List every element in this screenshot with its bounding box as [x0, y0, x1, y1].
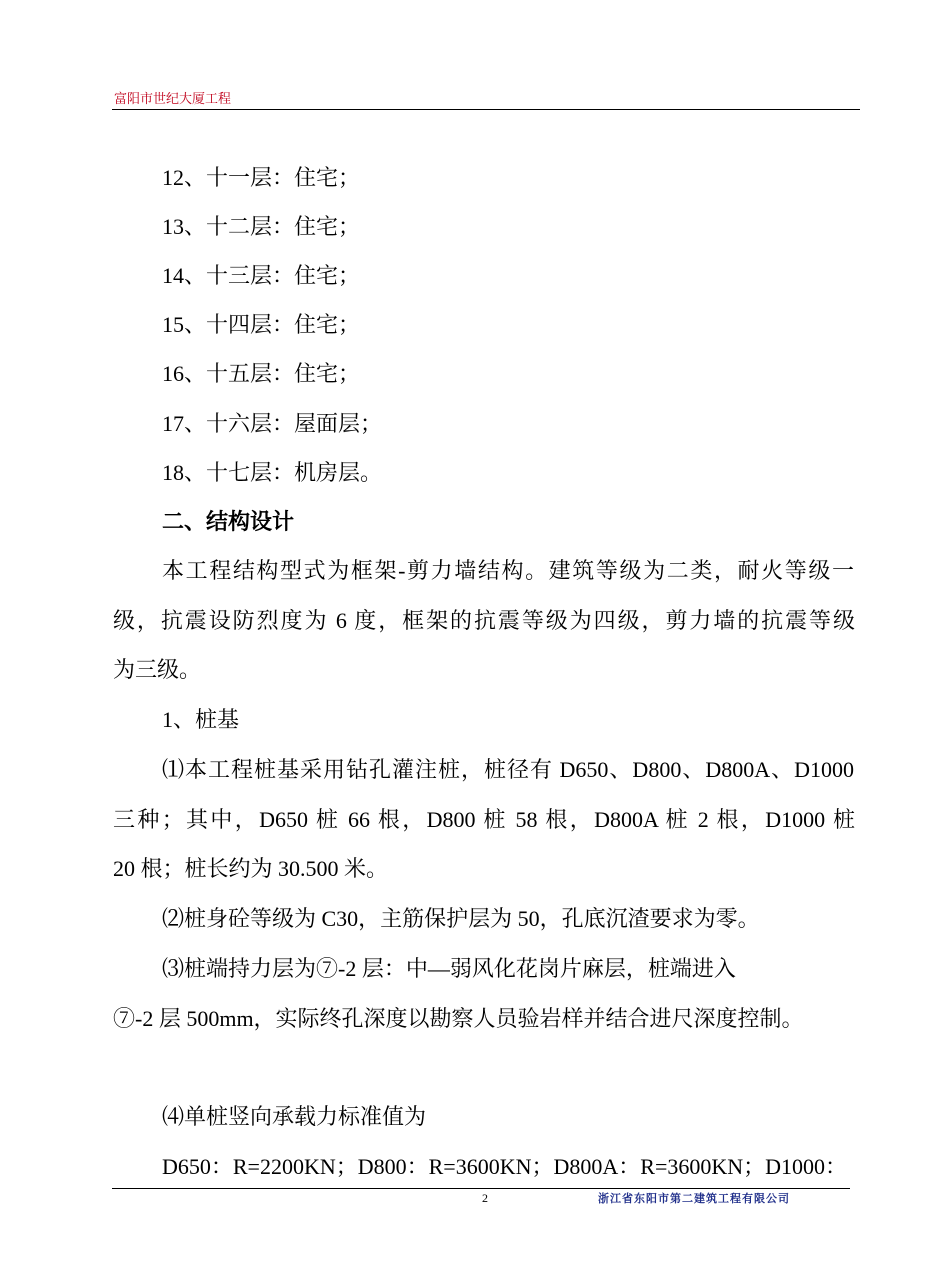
section-heading: 二、结构设计 [162, 509, 295, 534]
subheading: 1、桩基 [162, 707, 240, 732]
header-rule [112, 109, 860, 110]
floor-line: 13、十二层：住宅； [162, 214, 361, 239]
paragraph-line: D650：R=2200KN；D800：R=3600KN；D800A：R=3600KN；D1000： [162, 1154, 848, 1179]
footer-rule [112, 1188, 850, 1189]
page-number: 2 [482, 1191, 488, 1205]
floor-line: 12、十一层：住宅； [162, 165, 361, 190]
paragraph-line: ⑷单桩竖向承载力标准值为 [162, 1104, 427, 1129]
paragraph-line: ⑦-2 层 500mm，实际终孔深度以勘察人员验岩样并结合进尺深度控制。 [113, 1006, 804, 1031]
paragraph-line: 级，抗震设防烈度为 6 度，框架的抗震等级为四级，剪力墙的抗震等级 [113, 608, 855, 633]
floor-line: 15、十四层：住宅； [162, 312, 361, 337]
paragraph-line: 为三级。 [113, 657, 202, 682]
paragraph-line: 20 根；桩长约为 30.500 米。 [113, 856, 389, 881]
floor-line: 17、十六层：屋面层； [162, 411, 383, 436]
paragraph-line: ⑶桩端持力层为⑦-2 层：中—弱风化花岗片麻层，桩端进入 [162, 956, 736, 981]
floor-line: 16、十五层：住宅； [162, 361, 361, 386]
paragraph-line: ⑴本工程桩基采用钻孔灌注桩，桩径有 D650、D800、D800A、D1000 [162, 757, 854, 782]
header-title: 富阳市世纪大厦工程 [114, 91, 232, 106]
paragraph-line: ⑵桩身砼等级为 C30，主筋保护层为 50，孔底沉渣要求为零。 [162, 906, 760, 931]
floor-line: 18、十七层：机房层。 [162, 460, 383, 485]
company-name: 浙江省东阳市第二建筑工程有限公司 [598, 1192, 790, 1205]
paragraph-line: 本工程结构型式为框架-剪力墙结构。建筑等级为二类，耐火等级一 [162, 558, 854, 583]
paragraph-line: 三种；其中，D650 桩 66 根，D800 桩 58 根，D800A 桩 2 根，D1000 桩 [113, 807, 855, 832]
floor-line: 14、十三层：住宅； [162, 263, 361, 288]
